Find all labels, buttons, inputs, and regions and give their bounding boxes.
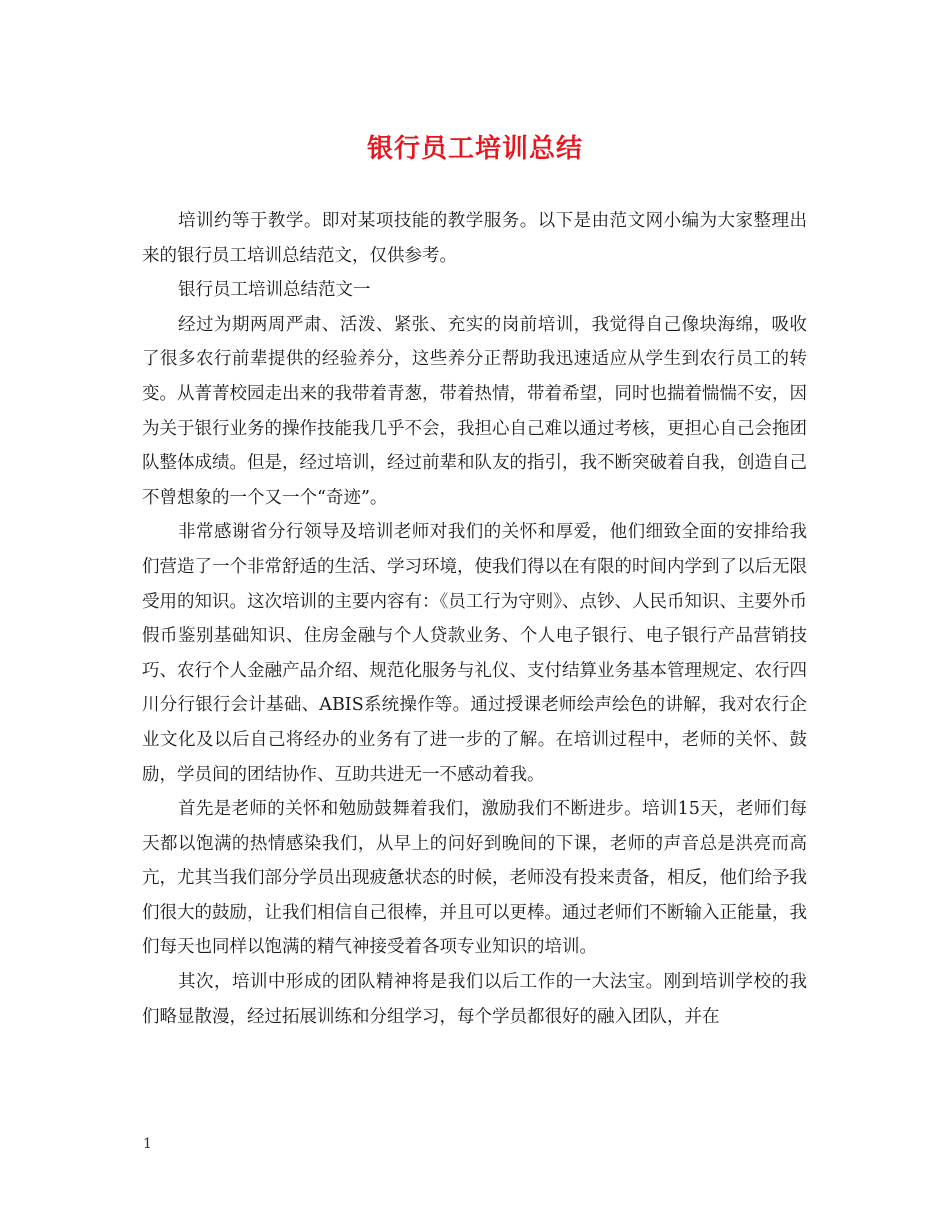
paragraph: 培训约等于教学。即对某项技能的教学服务。以下是由范文网小编为大家整理出来的银行员工培训总结范文，仅供参考。 (142, 211, 807, 266)
paragraph: 首先是老师的关怀和勉励鼓舞着我们，激励我们不断进步。培训15天，老师们每天都以饱满的热情感染我们，从早上的问好到晚间的下课，老师的声音总是洪亮而高亢，尤其当我们部分学员出现疲惫状态的时候，老师没有投来责备，相反，他们给予我们很大的鼓励，让我们相信自己很棒，并且可以更棒。通过老师们不断输入正能量，我们每天也同样以饱满的精气神接受着各项专业知识的培训。 (142, 799, 807, 958)
paragraph: 经过为期两周严肃、活泼、紧张、充实的岗前培训，我觉得自己像块海绵，吸收了很多农行前辈提供的经验养分，这些养分正帮助我迅速适应从学生到农行员工的转变。从菁菁校园走出来的我带着青葱，带着热情，带着希望，同时也揣着惴惴不安，因为关于银行业务的操作技能我几乎不会，我担心自己难以通过考核，更担心自己会拖团队整体成绩。但是，经过培训，经过前辈和队友的指引，我不断突破着自我，创造自己不曾想象的一个又一个“奇迹”。 (142, 314, 807, 508)
paragraph: 非常感谢省分行领导及培训老师对我们的关怀和厚爱，他们细致全面的安排给我们营造了一个非常舒适的生活、学习环境，使我们得以在有限的时间内学到了以后无限受用的知识。这次培训的主要内容有：《员工行为守则》、点钞、人民币知识、主要外币假币鉴别基础知识、住房金融与个人贷款业务、个人电子银行、电子银行产品营销技巧、农行个人金融产品介绍、规范化服务与礼仪、支付结算业务基本管理规定、农行四川分行银行会计基础、ABIS系统操作等。通过授课老师绘声绘色的讲解，我对农行企业文化及以后自己将经办的业务有了进一步的了解。在培训过程中，老师的关怀、鼓励，学员间的团结协作、互助共进无一不感动着我。 (142, 522, 807, 785)
paragraph: 其次，培训中形成的团队精神将是我们以后工作的一大法宝。刚到培训学校的我们略显散漫，经过拓展训练和分组学习，每个学员都很好的融入团队，并在 (142, 972, 807, 1027)
document-title: 银行员工培训总结 (366, 134, 583, 164)
section-heading: 银行员工培训总结范文一 (178, 280, 371, 301)
page-number: 1 (143, 1136, 152, 1152)
document-body (142, 204, 807, 1034)
